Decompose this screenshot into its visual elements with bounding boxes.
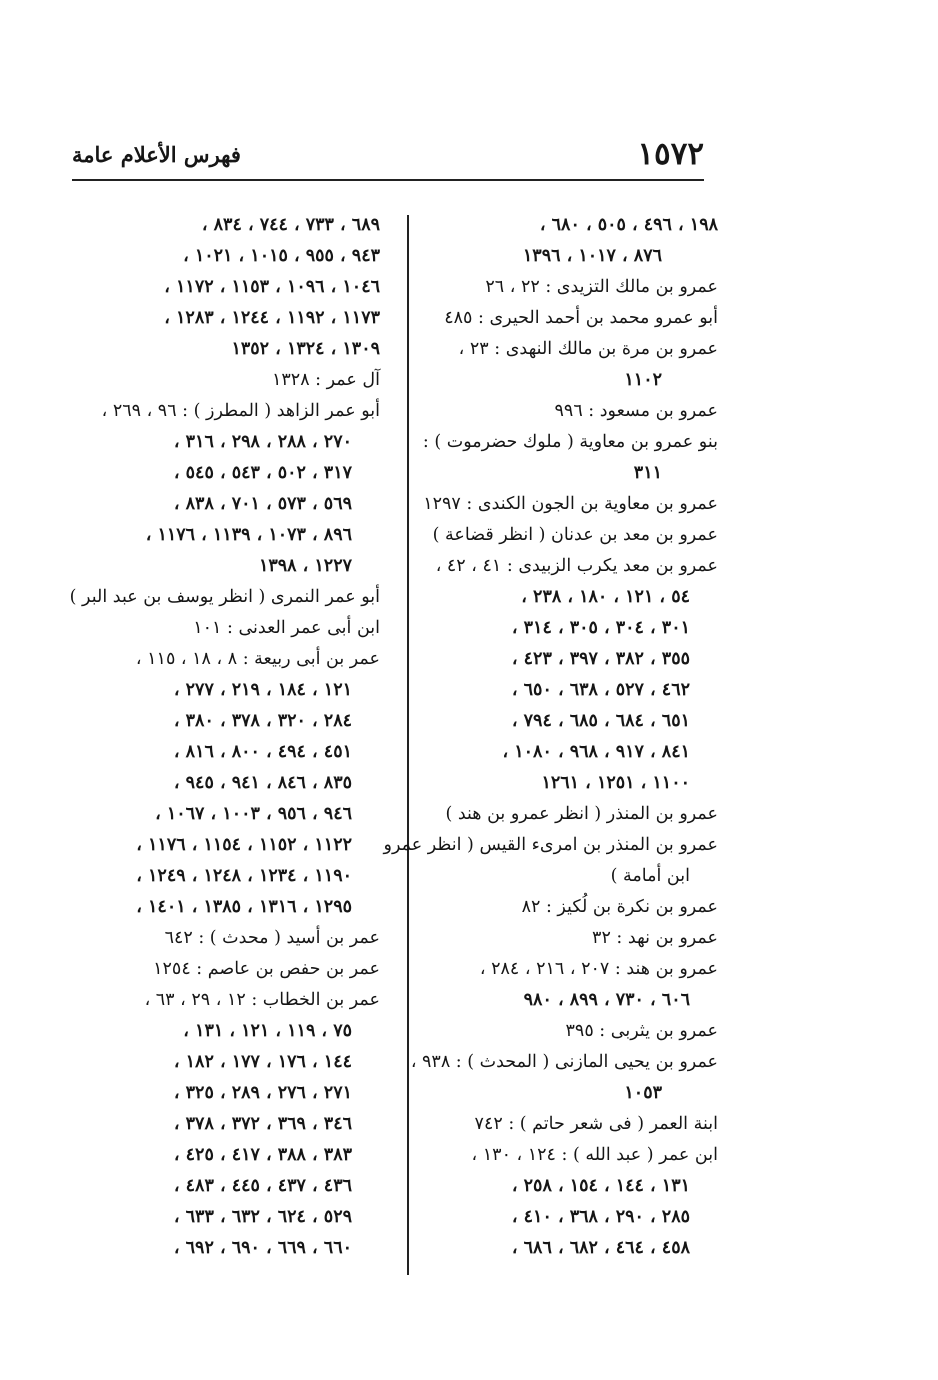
index-line: عمرو بن المنذر بن امرىء القيس ( انظر عمرو xyxy=(383,835,718,855)
index-line: ٢٨٤ ، ٣٢٠ ، ٣٧٨ ، ٣٨٠ ، xyxy=(173,711,352,731)
index-line: عمرو بن هند : ٢٠٧ ، ٢١٦ ، ٢٨٤ ، xyxy=(479,959,718,979)
index-line: ١٠٥٣ xyxy=(624,1083,662,1103)
index-line: ٦٥١ ، ٦٨٤ ، ٦٨٥ ، ٧٩٤ ، xyxy=(511,711,690,731)
index-line: ٥٤ ، ١٢١ ، ١٨٠ ، ٢٣٨ ، xyxy=(521,587,690,607)
index-line: ٨٧٦ ، ١٠١٧ ، ١٣٩٦ xyxy=(522,246,662,266)
index-line: ١١٠٠ ، ١٢٥١ ، ١٢٦١ xyxy=(541,773,690,793)
index-line: عمرو بن مرة بن مالك النهدى : ٢٣ ، xyxy=(458,339,718,359)
index-line: ٨٩٦ ، ١٠٧٣ ، ١١٣٩ ، ١١٧٦ ، xyxy=(145,525,352,545)
index-line: عمرو بن معد يكرب الزبيدى : ٤١ ، ٤٢ ، xyxy=(435,556,718,576)
index-line: ٦٠٦ ، ٧٣٠ ، ٨٩٩ ، ٩٨٠ xyxy=(523,990,690,1010)
index-line: عمر بن الخطاب : ١٢ ، ٢٩ ، ٦٣ ، xyxy=(144,990,380,1010)
index-line: ٤٦٢ ، ٥٢٧ ، ٦٣٨ ، ٦٥٠ ، xyxy=(511,680,690,700)
index-line: ٤٣٦ ، ٤٣٧ ، ٤٤٥ ، ٤٨٣ ، xyxy=(173,1176,352,1196)
index-line: ٦٨٩ ، ٧٣٣ ، ٧٤٤ ، ٨٣٤ ، xyxy=(201,215,380,235)
column-divider xyxy=(407,215,409,1275)
index-line: ٢٧١ ، ٢٧٦ ، ٢٨٩ ، ٣٢٥ ، xyxy=(173,1083,352,1103)
index-line: ٣٨٣ ، ٣٨٨ ، ٤١٧ ، ٤٢٥ ، xyxy=(173,1145,352,1165)
page-number: ١٥٧٢ xyxy=(637,136,704,172)
index-line: عمر بن أسيد ( محدث ) : ٦٤٢ xyxy=(164,928,380,948)
index-line: عمرو بن مالك التزيدى : ٢٢ ، ٢٦ xyxy=(485,277,718,297)
index-line: ٣٥٥ ، ٣٨٢ ، ٣٩٧ ، ٤٢٣ ، xyxy=(511,649,690,669)
index-line: ١٢١ ، ١٨٤ ، ٢١٩ ، ٢٧٧ ، xyxy=(173,680,352,700)
index-line: عمر بن أبى ربيعة : ٨ ، ١٨ ، ١١٥ ، xyxy=(135,649,380,669)
index-line: ٥٦٩ ، ٥٧٣ ، ٧٠١ ، ٨٣٨ ، xyxy=(173,494,352,514)
index-line: ١٣١ ، ١٤٤ ، ١٥٤ ، ٢٥٨ ، xyxy=(511,1176,690,1196)
index-line: عمرو بن المنذر ( انظر عمرو بن هند ) xyxy=(445,804,718,824)
index-line: ابنة العمر ( فى شعر حاتم ) : ٧٤٢ xyxy=(474,1114,718,1134)
index-line: ١١٧٣ ، ١١٩٢ ، ١٢٤٤ ، ١٢٨٣ ، xyxy=(164,308,380,328)
index-line: ٧٥ ، ١١٩ ، ١٢١ ، ١٣١ ، xyxy=(183,1021,352,1041)
index-line: ٩٤٣ ، ٩٥٥ ، ١٠١٥ ، ١٠٢١ ، xyxy=(183,246,380,266)
header-rule xyxy=(72,179,704,181)
index-line: ١٤٤ ، ١٧٦ ، ١٧٧ ، ١٨٢ ، xyxy=(173,1052,352,1072)
index-line: أبو عمرو محمد بن أحمد الحيرى : ٤٨٥ xyxy=(444,308,718,328)
index-line: ٦٦٠ ، ٦٦٩ ، ٦٩٠ ، ٦٩٢ ، xyxy=(173,1238,352,1258)
index-line: عمرو بن يحيى المازنى ( المحدث ) : ٩٣٨ ، xyxy=(410,1052,718,1072)
index-line: ١٩٨ ، ٤٩٦ ، ٥٠٥ ، ٦٨٠ ، xyxy=(539,215,718,235)
index-line: ١٢٢٧ ، ١٣٩٨ xyxy=(258,556,352,576)
index-line: عمر بن حفص بن عاصم : ١٢٥٤ xyxy=(153,959,380,979)
index-line: عمرو بن معد بن عدنان ( انظر قضاعة ) xyxy=(432,525,718,545)
index-line: ٨٤١ ، ٩١٧ ، ٩٦٨ ، ١٠٨٠ ، xyxy=(502,742,690,762)
index-line: آل عمر : ١٣٢٨ xyxy=(272,370,380,390)
index-line: أبو عمر النمرى ( انظر يوسف بن عبد البر ) xyxy=(69,587,380,607)
index-line: ١٣٠٩ ، ١٣٢٤ ، ١٣٥٢ xyxy=(231,339,380,359)
index-line: ٣٠١ ، ٣٠٤ ، ٣٠٥ ، ٣١٤ ، xyxy=(511,618,690,638)
index-line: ٥٢٩ ، ٦٢٤ ، ٦٣٢ ، ٦٣٣ ، xyxy=(173,1207,352,1227)
index-line: بنو عمرو بن معاوية ( ملوك حضرموت ) : xyxy=(422,432,718,452)
index-line: ٤٥١ ، ٤٩٤ ، ٨٠٠ ، ٨١٦ ، xyxy=(173,742,352,762)
index-line: ٨٣٥ ، ٨٤٦ ، ٩٤١ ، ٩٤٥ ، xyxy=(173,773,352,793)
index-line: عمرو بن مسعود : ٩٩٦ xyxy=(554,401,718,421)
running-title: فهرس الأعلام عامة xyxy=(72,142,241,167)
index-line: ٣٤٦ ، ٣٦٩ ، ٣٧٢ ، ٣٧٨ ، xyxy=(173,1114,352,1134)
index-line: عمرو بن معاوية بن الجون الكندى : ١٢٩٧ xyxy=(423,494,718,514)
index-line: ٤٥٨ ، ٤٦٤ ، ٦٨٢ ، ٦٨٦ ، xyxy=(511,1238,690,1258)
index-line: ابن عمر ( عبد الله ) : ١٢٤ ، ١٣٠ ، xyxy=(471,1145,718,1165)
index-line: ٢٨٥ ، ٢٩٠ ، ٣٦٨ ، ٤١٠ ، xyxy=(511,1207,690,1227)
index-line: ٣١١ xyxy=(633,463,662,483)
index-line: ٩٤٦ ، ٩٥٦ ، ١٠٠٣ ، ١٠٦٧ ، xyxy=(155,804,352,824)
index-line: ١٢٩٥ ، ١٣١٦ ، ١٣٨٥ ، ١٤٠١ ، xyxy=(136,897,352,917)
index-line: ابن أبى عمر العدنى : ١٠١ xyxy=(193,618,380,638)
index-line: ٣١٧ ، ٥٠٢ ، ٥٤٣ ، ٥٤٥ ، xyxy=(173,463,352,483)
right-column xyxy=(383,210,718,1264)
index-line: عمرو بن يثربى : ٣٩٥ xyxy=(565,1021,718,1041)
index-line: ابن أمامة ) xyxy=(610,866,690,886)
index-line: ١١٠٢ xyxy=(624,370,662,390)
index-line: عمرو بن نهد : ٣٢ xyxy=(592,928,718,948)
index-line: ١١٩٠ ، ١٢٣٤ ، ١٢٤٨ ، ١٢٤٩ ، xyxy=(136,866,352,886)
index-line: ١٠٤٦ ، ١٠٩٦ ، ١١٥٣ ، ١١٧٢ ، xyxy=(164,277,380,297)
index-line: عمرو بن نكرة بن لُكيز : ٨٢ xyxy=(521,897,718,917)
index-line: ٢٧٠ ، ٢٨٨ ، ٢٩٨ ، ٣١٦ ، xyxy=(173,432,352,452)
page-header xyxy=(72,132,704,178)
index-line: ١١٢٢ ، ١١٥٢ ، ١١٥٤ ، ١١٧٦ ، xyxy=(136,835,352,855)
index-line: أبو عمر الزاهد ( المطرز ) : ٩٦ ، ٢٦٩ ، xyxy=(101,401,380,421)
left-column xyxy=(70,210,380,1264)
